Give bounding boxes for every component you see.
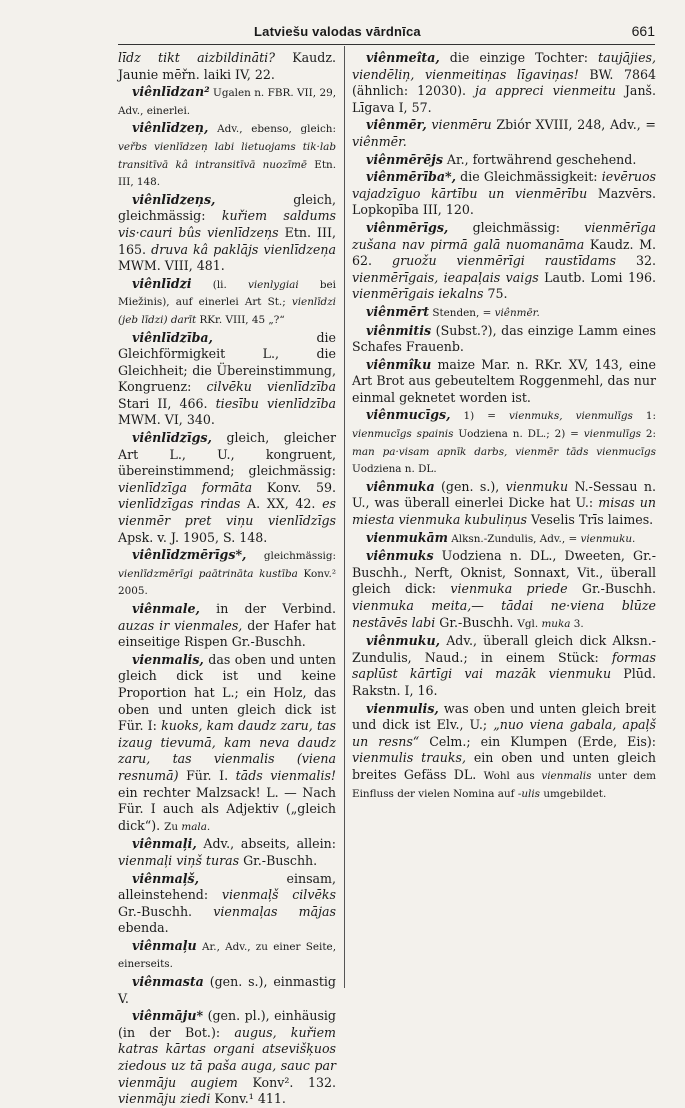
gloss-text: 1) =: [450, 410, 510, 423]
gloss-text: maize Mar. n. RKr. XV, 143, eine Art Brot aus gebeuteltem Roggenmehl, das nur einmal geknetet worden ist.: [352, 356, 656, 405]
example-text: vienmērīga zušana nav pirmā galā nuomanāma: [352, 219, 656, 252]
example-text: -ulis: [517, 787, 541, 800]
gloss-text: gleich, gleicher Art L., U., kongruent, übereinstimmend; gleichmässig:: [118, 430, 336, 479]
dictionary-entry: [352, 50, 656, 116]
example-text: vienmulīgs: [583, 428, 641, 441]
gloss-text: Etn. III, 165.: [118, 224, 336, 257]
gloss-text: einsam, alleinstehend:: [118, 870, 336, 903]
headword: viênmērt: [366, 303, 430, 319]
example-text: tāds vienmalis!: [235, 767, 336, 783]
gloss-text: Für. I.: [178, 767, 236, 783]
headword: viênmeîta,: [366, 50, 440, 65]
column-separator: [344, 46, 345, 988]
gloss-text: Konv. 59.: [252, 479, 337, 495]
gloss-text: Apsk. v. J. 1905, S. 148.: [118, 529, 268, 545]
example-text: vienmaļi viņš turas: [118, 852, 240, 868]
gloss-text: Mazvērs. Lopkopība III, 120.: [352, 185, 656, 218]
gloss-text: ein oben und unten gleich breites Gefäss DL.: [352, 750, 656, 782]
gloss-text: Veselis Trīs laimes.: [527, 512, 654, 528]
dictionary-entry: [352, 169, 656, 219]
headword: viênmērējs: [366, 151, 443, 167]
gloss-text: RKr. VIII, 45 „?“: [196, 313, 285, 326]
gloss-text: die Gleichförmigkeit L., die Gleichheit; die Übereinstimmung, Kongruenz:: [118, 329, 336, 395]
example-text: tiesību vienlīdzība: [215, 395, 337, 411]
page-number: 661: [631, 23, 655, 39]
gloss-text: das oben und unten gleich dick ist und keine Proportion hat L.; ein Holz, das oben und unten gleich dick ist Für. I:: [118, 651, 336, 734]
dictionary-entry: [118, 430, 336, 546]
example-text: vienmalis: [541, 769, 592, 782]
dictionary-entry: [118, 50, 336, 83]
gloss-text: A. XX, 42.: [240, 496, 323, 512]
headword: viênlīdzīgs,: [132, 430, 212, 446]
gloss-text: gleich, gleichmässig:: [118, 191, 336, 224]
gloss-text: Gr.-Buschh.: [239, 852, 318, 868]
gloss-text: Ar., fortwährend geschehend.: [442, 151, 637, 167]
headword: vienmukām: [366, 529, 448, 545]
dictionary-entry: [352, 701, 656, 803]
example-text: vienlīdzmērīgi paātrināta kustība: [118, 567, 298, 580]
gloss-text: MWM. VI, 340.: [118, 412, 215, 428]
dictionary-entry: [352, 304, 656, 322]
headword: viênmucīgs,: [366, 407, 451, 423]
gloss-text: Gr.-Buschh.: [567, 581, 656, 597]
example-text: vienmuka meita,— tādai ne·viena blūze nestāvēs labi: [352, 598, 656, 630]
gloss-text: die einzige Tochter:: [439, 50, 599, 65]
example-text: kuoks, kam daudz zaru, tas izaug tievumā, kam neva daudz zaru, tas vienmalis (viena resnumā): [118, 718, 336, 783]
headword: viênmale,: [132, 601, 200, 616]
example-text: ievēruos vajadzīguo kārtību un vienmērību: [352, 169, 656, 201]
dictionary-entry: [352, 407, 656, 477]
gloss-text: Uodziena n. DL., Dweeten, Gr.-Buschh., Nerft, Oknist, Sonnaxt, Vit., überall gleich dick:: [352, 548, 656, 597]
headword: viênmitis: [366, 322, 432, 338]
example-text: vienlīdzīga formāta: [118, 479, 253, 495]
headword: viênlīdzmērīgs*,: [132, 547, 247, 563]
example-text: formas saplūst kārtīgi vai mazāk vienmuku: [352, 649, 656, 682]
gloss-text: Konv². 132.: [237, 1074, 336, 1090]
gloss-text: Zbiór XVIII, 248, Adv., =: [491, 117, 656, 133]
example-text: misas un miesta vienmuka kubuliņus: [352, 495, 656, 528]
example-text: „nuo viena gabala, apaļš un resns“: [352, 717, 656, 749]
dictionary-entry: [352, 220, 656, 303]
headword: viênmērība*,: [366, 169, 456, 185]
example-text: vienmaļas mājas: [213, 903, 336, 919]
example-text: vienmuks, vienmulīgs: [509, 410, 633, 423]
gloss-text: Kaudz. Jaunie mēřn. laiki IV, 22.: [118, 50, 336, 82]
headword: viênmasta: [132, 974, 204, 990]
example-text: vienlīdzi (jeb līdzi) darīt: [118, 296, 336, 326]
gloss-text: N.-Sessau n. U., was überall einerlei Dicke hat U.:: [352, 478, 657, 511]
dictionary-entry: [118, 601, 336, 651]
dictionary-entry: [118, 1008, 336, 1108]
dictionary-entry: [118, 938, 336, 973]
headword: viênmuku,: [366, 633, 441, 649]
dictionary-entry: [118, 84, 336, 119]
example-text: es vienmēr pret viņu vienlīdzīgs: [118, 496, 336, 529]
gloss-text: Stenden, =: [429, 306, 495, 319]
gloss-text: die Gleichmässigkeit:: [455, 169, 602, 185]
gloss-text: Wohl aus: [483, 769, 542, 782]
headword: viênmuka: [366, 478, 435, 494]
right-column: [352, 50, 656, 990]
headword: viênmîku: [366, 356, 432, 372]
dictionary-entry: [118, 547, 336, 600]
gloss-text: Zu: [164, 820, 182, 833]
example-text: taujājies, viendēliņ, vienmeitiņas līgaviņas!: [352, 50, 656, 82]
dictionary-entry: [118, 652, 336, 836]
gloss-text: Ugalen n. FBR. VII, 29, Adv., einerlei.: [118, 87, 336, 117]
example-text: ja appreci vienmeitu: [475, 83, 616, 99]
headword: viênlīdzība,: [132, 329, 213, 345]
gloss-text: Adv., ebenso, gleich:: [208, 123, 336, 136]
gloss-text: Janš. Līgava I, 57.: [352, 83, 657, 115]
gloss-text: ebenda.: [118, 920, 169, 936]
running-title: Latviešu valodas vārdnīca: [254, 24, 421, 39]
gloss-text: (Subst.?), das einzige Lamm eines Schafes Frauenb.: [352, 322, 656, 355]
gloss-text: Alksn.-Zundulis, Adv., =: [447, 532, 581, 545]
gloss-text: Adv., abseits, allein:: [196, 836, 336, 852]
dictionary-entry: [352, 633, 656, 699]
example-text: augus, kuřiem katras kārtas organi atsevišķuos ziedous uz tā paša auga, sauc par vienmāju augiem: [118, 1024, 336, 1090]
dictionary-entry: [118, 192, 336, 275]
gloss-text: was oben und unten gleich breit und dick ist Elv., U.;: [352, 700, 656, 733]
example-text: viênmēr.: [352, 133, 407, 149]
example-text: kuřiem saldums vis·cauri bûs vienlīdzeņs: [118, 208, 336, 240]
gloss-text: 32.: [615, 253, 656, 269]
dictionary-entry: [118, 330, 336, 430]
headword: viênlīdzi: [132, 275, 192, 291]
example-text: vienmāju ziedi: [118, 1091, 211, 1107]
gloss-text: BW. 7864 (ähnlich: 12030).: [352, 66, 657, 99]
headword: vienmalis,: [132, 651, 204, 667]
gloss-text: (gen. s.), einmastig V.: [118, 974, 336, 1006]
gloss-text: in der Verbind.: [199, 601, 336, 616]
headword: viênlīdzeņs,: [132, 191, 216, 207]
gloss-text: 75.: [483, 286, 508, 302]
headword: viênmaļš,: [132, 870, 200, 886]
headword: viênmaļu: [132, 937, 197, 953]
gloss-text: Konv.² 2005.: [118, 567, 336, 598]
headword: viênlīdzan²: [132, 84, 210, 100]
gloss-text: Gr.-Buschh.: [118, 903, 214, 919]
dictionary-entry: [352, 117, 656, 150]
dictionary-entry: [118, 276, 336, 329]
example-text: man pa·visam apnīk darbs, vienmēr tāds vienmucīgs: [352, 445, 656, 458]
gloss-text: gleichmässig:: [448, 219, 585, 235]
gloss-text: Gr.-Buschh.: [435, 614, 518, 630]
dictionary-entry: [118, 871, 336, 937]
example-text: cilvēku vienlīdzība: [206, 379, 337, 395]
dictionary-entry: [352, 548, 656, 632]
gloss-text: der Hafer hat einseitige Rispen Gr.-Buschh.: [118, 617, 336, 650]
dictionary-entry: [352, 323, 656, 356]
headword: viênmērīgs,: [366, 219, 449, 235]
gloss-text: Adv., überall gleich dick Alksn.-Zundulis, Naud.; in einem Stück:: [352, 633, 656, 665]
example-text: vienmaļš cilvēks: [221, 887, 336, 903]
dictionary-entry: [118, 974, 336, 1007]
example-text: mala.: [181, 820, 211, 833]
example-text: muka: [541, 617, 571, 630]
gloss-text: 3.: [570, 617, 584, 630]
example-text: vienlīdzīgas rindas: [118, 496, 241, 512]
headword: viênmuks: [366, 548, 434, 564]
example-text: vienmērīgais, ieapaļais vaigs: [352, 269, 539, 285]
example-text: viênmēr.: [494, 306, 540, 319]
page-header: [118, 22, 655, 45]
gloss-text: Vgl.: [517, 617, 542, 630]
example-text: gruožu vienmērīgi raustīdams: [392, 253, 616, 269]
gloss-text: MWM. VIII, 481.: [118, 258, 225, 274]
example-text: vienmulis trauks,: [352, 750, 466, 766]
gloss-text: 1:: [632, 410, 656, 423]
headword: viênmēr,: [366, 117, 427, 133]
headword: viênmaļi,: [132, 836, 197, 852]
gloss-text: (gen. s.),: [434, 478, 506, 494]
dictionary-entry: [352, 530, 656, 548]
dictionary-entry: [352, 357, 656, 407]
gloss-text: ein rechter Malzsack! L. — Nach Für. I auch als Adjektiv („gleich dick“).: [118, 784, 336, 833]
example-text: veřbs vienlīdzeņ labi lietuojams tik·lab transitīvā kâ intransitīvā nuozīmē: [118, 140, 336, 171]
headword: viênlīdzeņ,: [132, 120, 209, 136]
example-text: vienmēru: [426, 117, 492, 133]
gloss-text: Stari II, 466.: [118, 395, 216, 411]
example-text: druva kâ paklājs vienlīdzeņa: [151, 241, 336, 257]
left-column: [118, 50, 337, 1107]
gloss-text: Celm.; ein Klumpen (Erde, Eis):: [419, 733, 656, 749]
headword: vienmulis,: [366, 700, 439, 716]
example-text: vienmuku.: [580, 532, 636, 545]
dictionary-entry: [352, 479, 656, 529]
gloss-text: Ar., Adv., zu einer Seite, einerseits.: [118, 940, 336, 971]
headword: viênmāju*: [132, 1008, 204, 1024]
gloss-text: (gen. pl.), einhäusig (in der Bot.):: [118, 1008, 336, 1040]
example-text: vienmērīgais iekalns: [352, 286, 484, 302]
gloss-text: Kaudz. M. 62.: [352, 236, 656, 269]
gloss-text: gleichmässig:: [246, 550, 336, 563]
gloss-text: Lautb. Lomi 196.: [538, 269, 657, 285]
dictionary-entry: [118, 120, 336, 190]
gloss-text: bei Miežinis), auf einerlei Art St.;: [118, 278, 336, 309]
gloss-text: Etn. III, 148.: [118, 158, 336, 189]
gloss-text: Konv.¹ 411.: [210, 1091, 286, 1107]
dictionary-entry: [352, 152, 656, 169]
gloss-text: unter dem Einfluss der vielen Nomina auf: [352, 769, 656, 800]
gloss-text: umgebildet.: [540, 787, 607, 800]
gloss-text: Plūd. Rakstn. I, 16.: [352, 666, 656, 698]
example-text: vienlygiai: [247, 278, 299, 291]
example-text: vienmuka priede: [450, 581, 568, 597]
gloss-text: Uodziena n. DL.; 2) =: [453, 428, 584, 441]
example-text: auzas ir vienmales,: [118, 617, 243, 633]
example-text: vienmuku: [505, 478, 569, 494]
example-text: līdz tikt aizbildināti?: [118, 50, 275, 65]
gloss-text: 2:: [641, 428, 657, 441]
gloss-text: (li.: [191, 278, 248, 291]
dictionary-entry: [118, 836, 336, 869]
gloss-text: Uodziena n. DL.: [352, 463, 437, 476]
example-text: vienmucīgs spainis: [352, 428, 454, 441]
